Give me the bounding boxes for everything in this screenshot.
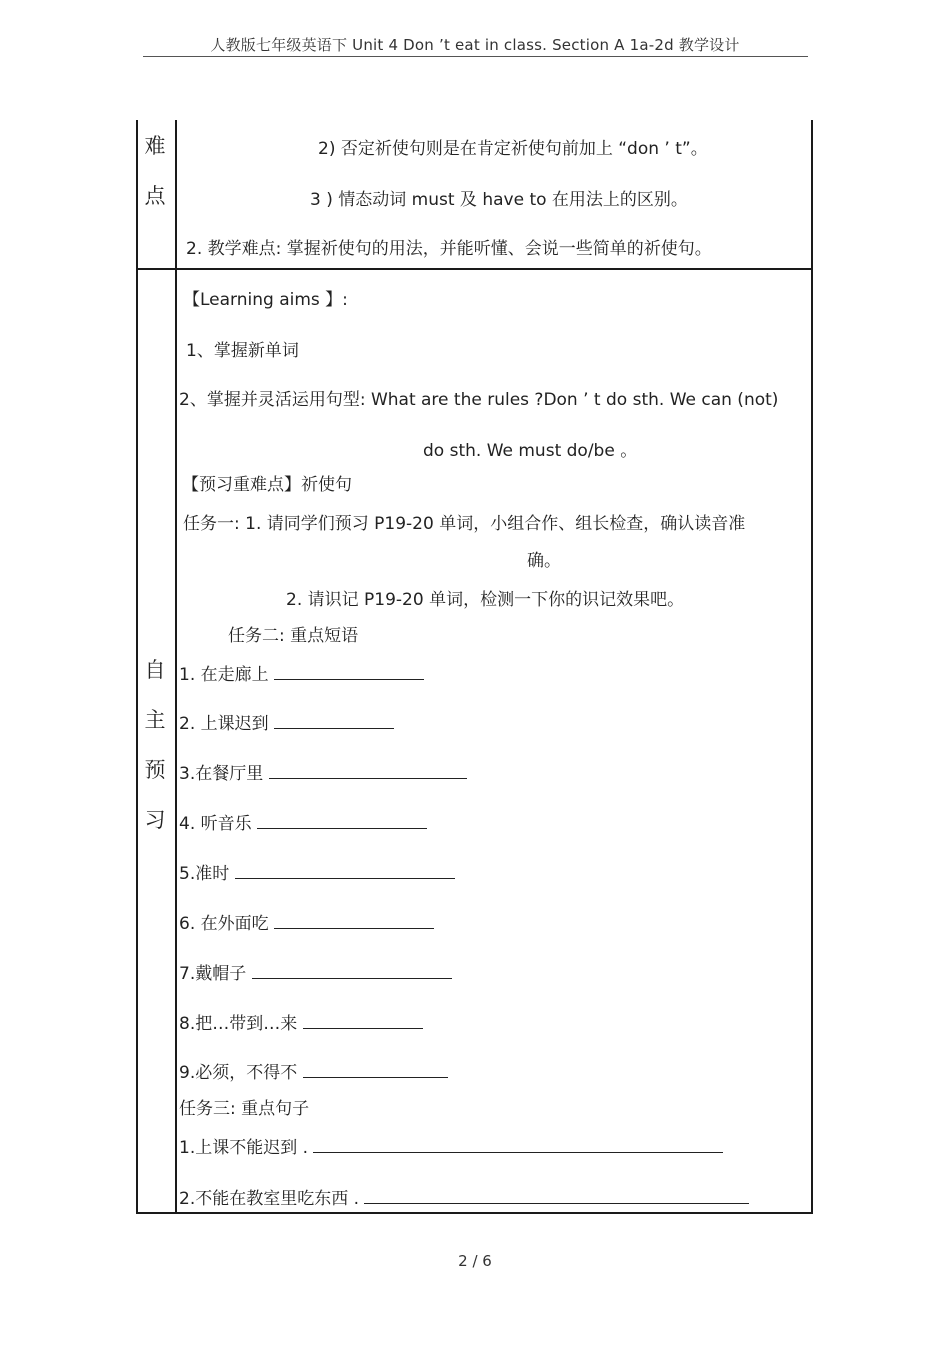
answer-blank[interactable]: [274, 912, 434, 929]
table-column-divider: [175, 120, 177, 1214]
phrase-text: 1. 在走廊上: [179, 665, 269, 685]
row-divider: [136, 268, 813, 270]
aim-2-line-2: do sth. We must do/be 。: [423, 441, 638, 461]
answer-blank[interactable]: [274, 712, 394, 729]
phrase-item: [179, 759, 467, 784]
modal-verbs-note: 3 ) 情态动词 must 及 have to 在用法上的区别。: [310, 190, 688, 210]
phrase-item: [179, 809, 427, 834]
phrase-text: 4. 听音乐: [179, 814, 252, 834]
table-bottom-border: [136, 1212, 813, 1214]
difficulty-label-char-1: 难: [144, 134, 166, 158]
header-rule: [143, 56, 808, 57]
learning-aims-heading: 【Learning aims 】:: [183, 290, 348, 310]
phrase-item: [179, 909, 434, 934]
task-2-heading: 任务二: 重点短语: [228, 626, 359, 646]
answer-blank[interactable]: [257, 812, 427, 829]
answer-blank[interactable]: [252, 962, 452, 979]
phrase-text: 8.把…带到…来: [179, 1014, 298, 1034]
sentence-text: 2.不能在教室里吃东西 .: [179, 1189, 360, 1209]
phrase-text: 7.戴帽子: [179, 964, 247, 984]
task-1-line-3: 2. 请识记 P19-20 单词，检测一下你的识记效果吧。: [286, 590, 685, 610]
phrase-item: [179, 709, 394, 734]
answer-blank[interactable]: [235, 862, 455, 879]
answer-blank[interactable]: [303, 1012, 423, 1029]
phrase-item: [179, 859, 455, 884]
sentence-text: 1.上课不能迟到 .: [179, 1138, 309, 1158]
table-left-border: [136, 120, 138, 1214]
task-3-heading: 任务三: 重点句子: [179, 1099, 310, 1119]
table-right-border: [811, 120, 813, 1214]
page-number: 2 / 6: [458, 1252, 492, 1270]
negative-imperative-note: 2) 否定祈使句则是在肯定祈使句前加上 “don ’ t”。: [318, 139, 708, 159]
preview-label-char-4: 习: [144, 808, 166, 832]
aim-1: 1、掌握新单词: [186, 341, 299, 361]
phrase-text: 2. 上课迟到: [179, 714, 269, 734]
answer-blank[interactable]: [303, 1061, 448, 1078]
difficulty-label-char-2: 点: [144, 184, 166, 208]
phrase-text: 9.必须，不得不: [179, 1063, 298, 1083]
phrase-text: 3.在餐厅里: [179, 764, 264, 784]
answer-blank[interactable]: [364, 1187, 749, 1204]
sentence-item: [179, 1184, 749, 1209]
answer-blank[interactable]: [274, 663, 424, 680]
phrase-item: [179, 959, 452, 984]
preview-focus: 【预习重难点】祈使句: [182, 475, 352, 495]
phrase-item: [179, 1009, 423, 1034]
phrase-text: 6. 在外面吃: [179, 914, 269, 934]
phrase-item: [179, 1058, 448, 1083]
teaching-difficulty: 2. 教学难点: 掌握祈使句的用法，并能听懂、会说一些简单的祈使句。: [186, 239, 712, 259]
preview-label-char-1: 自: [144, 658, 166, 682]
aim-2-line-1: 2、掌握并灵活运用句型: What are the rules ?Don ’ t do sth. We can (not): [179, 390, 779, 410]
task-1-line-1: 任务一: 1. 请同学们预习 P19-20 单词，小组合作、组长检查，确认读音准: [183, 514, 746, 534]
sentence-item: [179, 1133, 723, 1158]
answer-blank[interactable]: [313, 1136, 723, 1153]
phrase-item: [179, 660, 424, 685]
page-header: 人教版七年级英语下 Unit 4 Don ’t eat in class. Section A 1a-2d 教学设计: [210, 36, 740, 54]
answer-blank[interactable]: [269, 762, 467, 779]
phrase-text: 5.准时: [179, 864, 230, 884]
preview-label-char-3: 预: [144, 758, 166, 782]
preview-label-char-2: 主: [144, 708, 166, 732]
task-1-line-2: 确。: [527, 551, 561, 571]
